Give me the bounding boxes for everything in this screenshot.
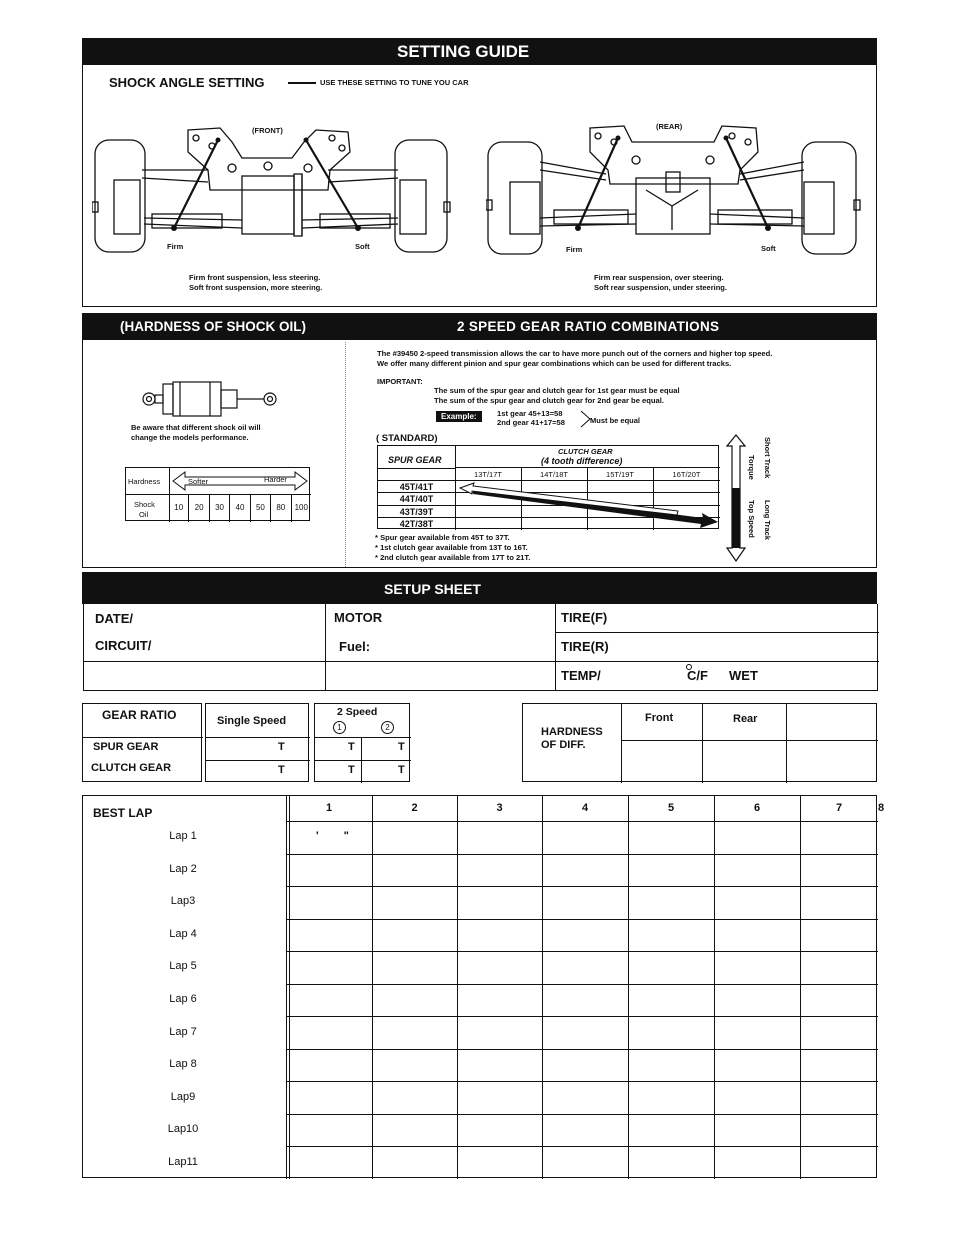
clutch-col-label: 16T/20T xyxy=(672,470,701,479)
gear-intro-1: The #39450 2-speed transmission allows the car to have more punch out of the corners and higher top speed. xyxy=(377,349,773,358)
shock-oil-scale xyxy=(125,467,310,521)
single-speed-row-line-2 xyxy=(206,760,310,761)
spur-row-label: 42T/38T xyxy=(399,518,434,529)
shock-oil-heading: (HARDNESS OF SHOCK OIL) xyxy=(120,319,307,334)
lap-table xyxy=(82,795,885,1178)
softer-label: Softer xyxy=(188,477,209,486)
setup-info-grid xyxy=(83,604,878,691)
setup-sheet-bar xyxy=(82,572,877,604)
lap-row-label: Lap11 xyxy=(168,1155,198,1168)
lap-row-line xyxy=(286,1146,878,1147)
gear-ratio-box xyxy=(82,703,202,782)
lap-head-line xyxy=(286,821,878,822)
two-speed-row-line-1 xyxy=(315,737,411,738)
gear-ratio-label: GEAR RATIO xyxy=(102,708,177,722)
lap-row-label: Lap3 xyxy=(170,895,196,908)
gear-1-circle: 1 xyxy=(333,721,346,734)
diff-rear-label: Rear xyxy=(733,713,758,725)
diff-hardness-box xyxy=(522,703,877,782)
footnote-3: * 2nd clutch gear available from 17T to 21T. xyxy=(375,553,531,562)
clutch-gear-sub: (4 tooth difference) xyxy=(541,456,623,466)
two-speed-clutch-t2: T xyxy=(398,764,405,776)
diff-row-line xyxy=(621,740,878,741)
must-be-equal: Must be equal xyxy=(590,416,641,425)
two-speed-label: 2 Speed xyxy=(337,706,378,718)
clutch-col-label: 13T/17T xyxy=(474,470,502,479)
rear-chassis-diagram xyxy=(486,118,861,260)
gear-grid xyxy=(378,446,720,530)
lap-col-header: 6 xyxy=(753,802,761,814)
rear-desc-1: Firm rear suspension, over steering. xyxy=(594,273,724,282)
torque-speed-arrow xyxy=(726,434,746,562)
oil-value-cell: 10 xyxy=(174,503,184,512)
lap-col-header: 7 xyxy=(835,802,843,814)
diff-col-line-2 xyxy=(702,704,703,783)
lap-col-header: 3 xyxy=(496,802,503,814)
important-label: IMPORTANT: xyxy=(377,377,423,386)
lap-row-line xyxy=(286,951,878,952)
gear-trend-arrows xyxy=(378,446,720,530)
clutch-col-label: 14T/18T xyxy=(540,470,568,479)
lap-row-line xyxy=(286,1049,878,1050)
circuit-label: CIRCUIT/ xyxy=(95,638,152,653)
panel-divider xyxy=(345,342,346,567)
front-firm-label: Firm xyxy=(167,242,184,251)
front-label: (FRONT) xyxy=(252,126,283,135)
gear-intro-2: We offer many different pinion and spur gear combinations which can be used for different tracks. xyxy=(377,359,732,368)
info-col-divider-2 xyxy=(555,604,556,691)
shock-absorber-icon xyxy=(140,378,280,420)
lap-row-label: Lap9 xyxy=(170,1090,196,1103)
lap-col-header: 5 xyxy=(667,802,675,814)
setting-guide-title: SETTING GUIDE xyxy=(397,42,530,61)
setting-guide-title-bar xyxy=(82,38,877,65)
single-speed-row-line-1 xyxy=(206,737,310,738)
diff-label-2: OF DIFF. xyxy=(541,739,586,751)
footnote-1: * Spur gear available from 45T to 37T. xyxy=(375,533,510,542)
lap-time-marks: ' " xyxy=(316,830,349,842)
lap-row-line xyxy=(286,919,878,920)
rear-desc-2: Soft rear suspension, under steering. xyxy=(594,283,727,292)
two-speed-col-line xyxy=(361,737,362,783)
oil-value-cell: 80 xyxy=(270,494,290,522)
two-speed-box xyxy=(314,703,410,782)
important-line-2: The sum of the spur gear and clutch gear for 2nd gear be equal. xyxy=(434,396,664,405)
clutch-col-label: 15T/19T xyxy=(606,470,634,479)
front-desc-2: Soft front suspension, more steering. xyxy=(189,283,323,292)
single-speed-label: Single Speed xyxy=(217,715,287,727)
clutch-gear-header: CLUTCH GEAR xyxy=(558,447,613,456)
gear-combination-table xyxy=(377,445,719,529)
front-soft-label: Soft xyxy=(355,242,370,251)
rear-firm-label: Firm xyxy=(566,245,583,254)
harder-label: Harder xyxy=(264,475,287,484)
info-row-divider-1 xyxy=(555,632,879,633)
info-col-divider-1 xyxy=(325,604,326,691)
standard-label: ( STANDARD) xyxy=(376,433,438,444)
wet-label: WET xyxy=(729,668,758,683)
single-speed-spur-t: T xyxy=(278,741,285,753)
single-speed-box xyxy=(205,703,309,782)
oil-value-cell: 100 xyxy=(291,494,311,522)
section-bar xyxy=(82,313,877,340)
shock-angle-dash xyxy=(288,82,316,84)
oil-value-cell: 20 xyxy=(188,494,208,522)
oil-row-label-2: Oil xyxy=(139,510,149,519)
shock-angle-note: USE THESE SETTING TO TUNE YOU CAR xyxy=(320,78,469,87)
example-line-2: 2nd gear 41+17=58 xyxy=(497,418,565,427)
example-line-1: 1st gear 45+13=58 xyxy=(497,409,563,418)
hardness-row-label: Hardness xyxy=(128,477,161,486)
oil-values xyxy=(169,494,311,522)
lap-row-line xyxy=(286,1016,878,1017)
lap-row-line xyxy=(286,886,878,887)
front-chassis-diagram xyxy=(92,118,452,260)
front-desc-1: Firm front suspension, less steering. xyxy=(189,273,321,282)
spur-row-label: 45T/41T xyxy=(399,482,434,492)
oil-value-cell: 50 xyxy=(250,494,270,522)
two-speed-clutch-t1: T xyxy=(348,764,355,776)
spur-row-label: 44T/40T xyxy=(399,494,434,505)
lap-col-header: 8 xyxy=(878,802,885,814)
lap-row-label: Lap 4 xyxy=(169,927,197,940)
spur-gear-header: SPUR GEAR xyxy=(388,455,442,465)
lap-row-line xyxy=(286,984,878,985)
spur-gear-label: SPUR GEAR xyxy=(93,741,159,753)
motor-label: MOTOR xyxy=(334,610,383,625)
oil-value-cell: 40 xyxy=(229,494,249,522)
gear-2-circle: 2 xyxy=(381,721,394,734)
lap-row-label: Lap 6 xyxy=(169,993,197,1005)
oil-row-label-1: Shock xyxy=(134,500,155,509)
torque-label: Torque xyxy=(747,455,756,480)
two-speed-spur-t2: T xyxy=(398,741,405,753)
clutch-gear-label: CLUTCH GEAR xyxy=(91,762,172,774)
important-line-1: The sum of the spur gear and clutch gear for 1st gear must be equal xyxy=(434,386,680,395)
two-speed-spur-t1: T xyxy=(348,741,355,753)
date-label: DATE/ xyxy=(95,611,134,626)
lap-row-label: Lap 2 xyxy=(169,862,197,875)
example-badge: Example: xyxy=(436,411,482,422)
two-speed-row-line-2 xyxy=(315,760,411,761)
shock-angle-title: SHOCK ANGLE SETTING xyxy=(109,75,265,90)
fuel-label: Fuel: xyxy=(339,639,371,654)
single-speed-clutch-t: T xyxy=(278,764,285,776)
lap-row-label: Lap 1 xyxy=(169,830,197,843)
lap-grid xyxy=(83,796,885,1179)
gear-ratio-heading: 2 SPEED GEAR RATIO COMBINATIONS xyxy=(457,319,720,334)
footnote-2: * 1st clutch gear available from 13T to 16T. xyxy=(375,543,528,552)
gear-ratio-divider xyxy=(83,737,203,738)
diff-col-line-1 xyxy=(621,704,622,783)
long-track-label: Long Track xyxy=(763,500,772,541)
torque-arrow xyxy=(460,483,678,515)
lap-row-line xyxy=(286,1081,878,1082)
lap-row-label: Lap 5 xyxy=(169,960,197,973)
tire-rear-label: TIRE(R) xyxy=(561,639,609,654)
lap-row-label: Lap 7 xyxy=(169,1025,197,1038)
lap-col-header: 4 xyxy=(581,802,589,814)
spur-row-label: 43T/39T xyxy=(399,506,434,517)
rear-label: (REAR) xyxy=(656,122,683,131)
info-row-divider-2 xyxy=(84,661,879,662)
diff-label-1: HARDNESS xyxy=(541,726,603,738)
short-track-label: Short Track xyxy=(763,437,772,479)
temp-unit-label: C/F xyxy=(687,668,708,683)
rear-soft-label: Soft xyxy=(761,244,776,253)
shock-oil-note-1: Be aware that different shock oil will xyxy=(131,423,261,432)
top-speed-label: Top Speed xyxy=(747,500,756,538)
lap-row-line xyxy=(286,854,878,855)
lap-row-label: Lap 8 xyxy=(169,1058,197,1071)
lap-row-line xyxy=(286,1114,878,1115)
tire-front-label: TIRE(F) xyxy=(561,610,608,625)
lap-col-header: 1 xyxy=(325,802,333,814)
temp-label: TEMP/ xyxy=(561,668,601,683)
oil-value-cell: 30 xyxy=(209,494,229,522)
shock-oil-note-2: change the models performance. xyxy=(131,433,249,442)
best-lap-label: BEST LAP xyxy=(93,806,153,820)
diff-col-line-3 xyxy=(786,704,787,783)
setup-sheet-title: SETUP SHEET xyxy=(384,581,481,597)
diff-front-label: Front xyxy=(645,712,674,724)
lap-row-label: Lap10 xyxy=(167,1123,199,1136)
lap-col-header: 2 xyxy=(411,802,418,814)
